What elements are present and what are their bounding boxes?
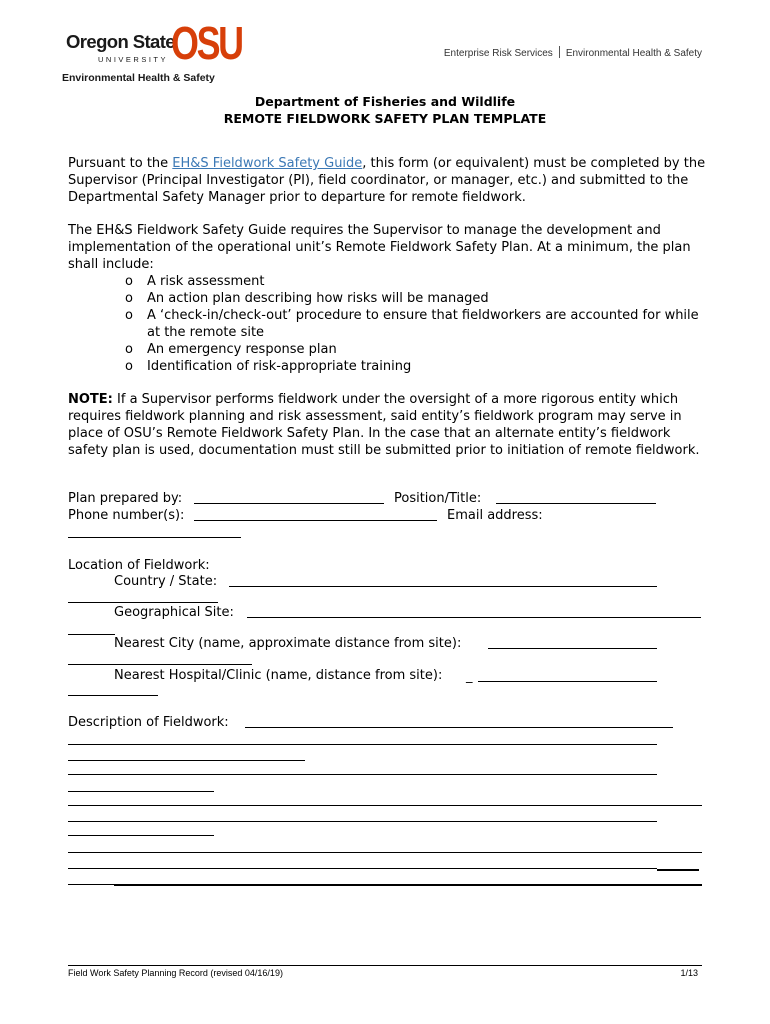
nearest-city-field-continued[interactable]: [68, 664, 252, 665]
list-item: [68, 307, 708, 341]
environmental-health-safety-link[interactable]: Environmental Health & Safety: [565, 48, 702, 59]
requirements-list: [68, 273, 708, 375]
description-label: Description of Fieldwork:: [68, 715, 229, 730]
note-paragraph: [68, 391, 708, 459]
geographical-site-field[interactable]: [247, 617, 701, 618]
intro-text-after: , this form (or equivalent) must be completed by the Supervisor (Principal Investigator (PI), field coordinator, or manager, etc.) and submitted to the Departmental Safety Manager prior to departure for remote fieldwork.: [68, 156, 706, 205]
description-field-line-7[interactable]: [68, 821, 657, 822]
list-item-text: A risk assessment: [147, 274, 265, 289]
country-state-label: Country / State:: [114, 574, 218, 589]
description-field-line-2[interactable]: [68, 744, 657, 745]
description-field-line-12[interactable]: [68, 884, 114, 885]
geographical-site-label: Geographical Site:: [114, 605, 234, 620]
list-item: [68, 358, 708, 375]
osu-ehs-logo: [62, 17, 242, 88]
note-label: NOTE:: [68, 392, 113, 407]
list-item: [68, 341, 708, 358]
country-state-field[interactable]: [229, 586, 657, 587]
position-title-label: Position/Title:: [394, 491, 482, 506]
nearest-city-field[interactable]: [488, 648, 657, 649]
logo-osu: OSU: [171, 17, 242, 69]
description-field-line-5[interactable]: [68, 791, 214, 792]
list-item-text: An action plan describing how risks will be managed: [147, 291, 489, 306]
nearest-hospital-label: Nearest Hospital/Clinic (name, distance from site):: [114, 668, 443, 683]
description-field-line-3[interactable]: [68, 760, 305, 761]
bullet: o: [125, 359, 133, 374]
list-item-text: A ‘check-in/check-out’ procedure to ensure that fieldworkers are accounted for while at the remote site: [147, 308, 699, 340]
list-item: [68, 273, 708, 290]
description-field-line-9[interactable]: [68, 852, 702, 853]
intro-paragraph: [68, 155, 708, 206]
country-state-field-continued[interactable]: [68, 602, 218, 603]
description-field-line-6[interactable]: [68, 805, 702, 806]
email-address-field[interactable]: [68, 537, 241, 538]
logo-ehs: Environmental Health & Safety: [62, 72, 215, 84]
position-title-field[interactable]: [496, 503, 656, 504]
bullet: o: [125, 291, 133, 306]
geographical-site-field-continued[interactable]: [68, 634, 115, 635]
page-number: 1/13: [680, 968, 698, 978]
bullet: o: [125, 274, 133, 289]
footer-record-title: Field Work Safety Planning Record (revised 04/16/19): [68, 968, 283, 978]
phone-numbers-field[interactable]: [194, 520, 437, 521]
document-title: REMOTE FIELDWORK SAFETY PLAN TEMPLATE: [223, 111, 547, 126]
nearest-hospital-marker: _: [466, 669, 473, 684]
logo-oregon-state: Oregon State: [66, 31, 175, 52]
description-field-line-10[interactable]: [68, 868, 657, 869]
nearest-city-label: Nearest City (name, approximate distance from site):: [114, 636, 462, 651]
nearest-hospital-field-continued[interactable]: [68, 695, 158, 696]
intro-text-before: Pursuant to the: [68, 156, 173, 171]
list-item-text: An emergency response plan: [147, 342, 337, 357]
list-item-text: Identification of risk-appropriate training: [147, 359, 412, 374]
header-divider: [559, 46, 560, 58]
email-address-label: Email address:: [447, 508, 543, 523]
requirements-text: The EH&S Fieldwork Safety Guide requires the Supervisor to manage the development and implementation of the operational unit’s Remote Fieldwork Safety Plan. At a minimum, the plan shall include:: [68, 223, 691, 272]
logo-university: UNIVERSITY: [98, 55, 169, 64]
description-field-line-1[interactable]: [245, 727, 673, 728]
description-field-line-4[interactable]: [68, 774, 657, 775]
note-text: If a Supervisor performs fieldwork under the oversight of a more rigorous entity which requires fieldwork planning and risk assessment, said entity’s fieldwork program may serve in place of OSU’s Remote Fieldwork Safety Plan. In the case that an alternate entity’s fieldwork safety plan is used, documentation must still be submitted prior to initiation of remote fieldwork.: [68, 392, 700, 458]
header-links: [444, 46, 702, 59]
phone-numbers-label: Phone number(s):: [68, 508, 185, 523]
requirements-section: [68, 222, 708, 375]
fieldwork-safety-guide-link[interactable]: EH&S Fieldwork Safety Guide: [172, 156, 363, 171]
bullet: o: [125, 342, 133, 357]
location-heading: Location of Fieldwork:: [68, 558, 210, 573]
description-field-line-13[interactable]: [114, 884, 702, 886]
description-field-line-8[interactable]: [68, 835, 214, 836]
plan-prepared-by-label: Plan prepared by:: [68, 491, 183, 506]
footer-divider: [68, 965, 702, 966]
list-item: [68, 290, 708, 307]
nearest-hospital-field[interactable]: [478, 681, 657, 682]
description-field-line-11[interactable]: [657, 869, 699, 871]
department-title: Department of Fisheries and Wildlife: [254, 94, 516, 109]
enterprise-risk-services-link[interactable]: Enterprise Risk Services: [443, 48, 553, 59]
bullet: o: [125, 308, 133, 323]
plan-prepared-by-field[interactable]: [194, 503, 384, 504]
